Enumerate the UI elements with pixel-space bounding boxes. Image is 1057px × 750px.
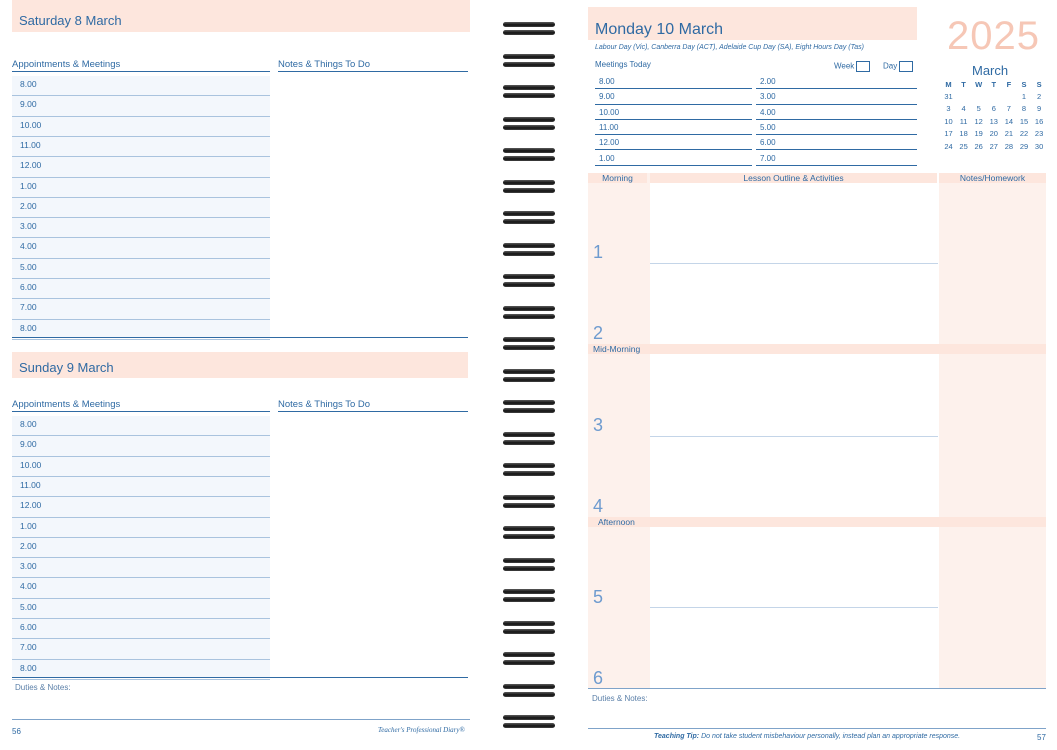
hour-slot[interactable] (12, 497, 270, 517)
hour-slot[interactable] (12, 558, 270, 578)
sunday-hours (12, 416, 270, 678)
calendar-day[interactable]: 31 (944, 92, 953, 101)
spiral-ring (503, 242, 555, 257)
meeting-time: 2.00 (760, 77, 776, 86)
spiral-ring (503, 305, 555, 320)
left-footer-rule (12, 719, 470, 720)
calendar-day[interactable]: 3 (946, 104, 951, 114)
hour-label: 3.00 (20, 561, 37, 572)
calendar-day[interactable]: 9 (1037, 104, 1042, 114)
period-divider (650, 263, 938, 264)
hour-label: 7.00 (20, 642, 37, 653)
saturday-notes-label: Notes & Things To Do (278, 59, 468, 72)
hour-slot[interactable] (12, 96, 270, 116)
afternoon-label: Afternoon (598, 517, 635, 527)
calendar-day[interactable]: 23 (1034, 129, 1044, 139)
meeting-time: 4.00 (760, 107, 776, 117)
hour-slot[interactable] (12, 457, 270, 477)
calendar-day[interactable]: 27 (989, 141, 998, 151)
year-label: 2025 (947, 14, 1040, 58)
hour-slot[interactable] (12, 198, 270, 218)
teaching-tip (654, 733, 960, 740)
hour-slot[interactable] (12, 578, 270, 598)
hour-label: 9.00 (20, 439, 37, 450)
hour-label: 11.00 (20, 139, 41, 150)
meeting-slot[interactable] (595, 74, 752, 89)
period-number: 1 (593, 242, 604, 262)
hour-label: 5.00 (20, 261, 37, 272)
timetable-bottom-rule (588, 688, 1046, 689)
right-footer-rule (588, 728, 1046, 729)
period-number: 5 (593, 587, 604, 607)
meetings-today-label: Meetings Today (595, 60, 651, 69)
hour-label: 8.00 (20, 662, 37, 673)
period-number: 3 (593, 415, 604, 435)
day-label: Day (883, 61, 898, 71)
week-checkbox[interactable] (856, 61, 870, 72)
left-page-number: 56 (12, 727, 21, 736)
calendar-weekday: S (1036, 80, 1042, 89)
meeting-slot[interactable] (756, 135, 917, 150)
hour-slot[interactable] (12, 599, 270, 619)
meeting-slot[interactable] (595, 151, 752, 166)
period-divider (650, 607, 938, 608)
hour-slot[interactable] (12, 117, 270, 137)
spiral-ring (503, 557, 555, 572)
sunday-appointments-label: Appointments & Meetings (12, 399, 270, 412)
saturday-bottom-rule (12, 337, 468, 338)
calendar-day[interactable]: 25 (959, 141, 968, 151)
meeting-time: 1.00 (599, 153, 615, 163)
spiral-ring (503, 273, 555, 288)
hour-label: 8.00 (20, 79, 37, 89)
hour-label: 1.00 (20, 520, 37, 531)
hour-label: 4.00 (20, 581, 37, 592)
hour-label: 8.00 (20, 322, 37, 333)
meeting-slot[interactable] (595, 89, 752, 104)
hour-label: 11.00 (20, 479, 41, 490)
calendar-day[interactable]: 10 (944, 116, 953, 126)
calendar-day[interactable]: 14 (1004, 116, 1014, 126)
period-number: 2 (593, 323, 604, 343)
spiral-ring (503, 525, 555, 540)
spiral-ring (503, 336, 555, 351)
meeting-time: 6.00 (760, 138, 776, 148)
meeting-time: 7.00 (760, 153, 776, 163)
calendar-weekday: F (1006, 80, 1012, 89)
hour-label: 4.00 (20, 241, 37, 252)
hour-slot[interactable] (12, 157, 270, 177)
spiral-ring (503, 399, 555, 414)
hour-label: 2.00 (20, 200, 37, 211)
saturday-hours (12, 76, 270, 338)
hour-label: 3.00 (20, 221, 37, 232)
hour-label: 10.00 (20, 119, 42, 130)
hour-label: 7.00 (20, 302, 37, 313)
meeting-time: 3.00 (760, 92, 776, 102)
meeting-slot[interactable] (756, 120, 917, 135)
hour-slot[interactable] (12, 299, 270, 319)
spiral-ring (503, 210, 555, 225)
monday-title: Monday 10 March (595, 21, 724, 38)
day-checkbox[interactable] (899, 61, 913, 72)
spiral-ring (503, 116, 555, 131)
calendar-day[interactable]: 5 (976, 104, 981, 114)
spiral-ring (503, 714, 555, 729)
mid-morning-header (588, 344, 1046, 354)
spiral-ring (503, 431, 555, 446)
left-duties-label: Duties & Notes: (15, 683, 71, 692)
meeting-time: 12.00 (599, 138, 620, 148)
meeting-slot[interactable] (756, 151, 917, 166)
afternoon-header (588, 517, 1046, 527)
hour-slot[interactable] (12, 619, 270, 639)
day-option[interactable] (883, 61, 913, 72)
holiday-list: Labour Day (Vic), Canberra Day (ACT), Adelaide Cup Day (SA), Eight Hours Day (Tas) (595, 44, 864, 51)
hour-label: 2.00 (20, 540, 37, 551)
spiral-ring (503, 368, 555, 383)
hour-slot[interactable] (12, 518, 270, 538)
hour-slot[interactable] (12, 137, 270, 157)
week-option[interactable] (834, 61, 870, 72)
calendar-day[interactable]: 30 (1034, 141, 1044, 151)
calendar-day[interactable]: 18 (959, 129, 968, 139)
calendar-day[interactable]: 22 (1019, 129, 1029, 139)
spiral-ring (503, 462, 555, 477)
calendar-day[interactable]: 8 (1021, 104, 1027, 114)
calendar-month: March (972, 63, 1009, 78)
meeting-time: 9.00 (599, 92, 615, 102)
saturday-title: Saturday 8 March (19, 13, 122, 28)
period-number: 4 (593, 496, 604, 516)
spiral-ring (503, 588, 555, 603)
period-divider (650, 436, 938, 437)
calendar-day[interactable]: 4 (961, 104, 966, 114)
meeting-time: 11.00 (599, 122, 619, 132)
hour-slot[interactable] (12, 178, 270, 198)
calendar-day[interactable]: 28 (1004, 141, 1014, 151)
sunday-bottom-rule (12, 677, 468, 678)
spiral-ring (503, 494, 555, 509)
notes-header: Notes/Homework (939, 173, 1046, 183)
meeting-slot[interactable] (756, 89, 917, 104)
calendar-day[interactable]: 19 (974, 129, 983, 139)
meeting-time: 10.00 (599, 107, 620, 117)
calendar-day[interactable]: 12 (974, 116, 983, 126)
hour-label: 12.00 (20, 160, 42, 171)
hour-label: 6.00 (20, 282, 37, 292)
hour-slot[interactable] (12, 76, 270, 96)
calendar-day[interactable]: 1 (1021, 92, 1027, 101)
right-page-number: 57 (1037, 733, 1046, 742)
hour-slot[interactable] (12, 538, 270, 558)
right-duties-label: Duties & Notes: (592, 694, 648, 703)
hour-slot[interactable] (12, 238, 270, 258)
calendar-day[interactable]: 20 (989, 129, 998, 139)
morning-header: Morning (588, 173, 647, 183)
meeting-slot[interactable] (756, 105, 917, 120)
calendar-day[interactable]: 17 (944, 129, 953, 139)
sunday-title: Sunday 9 March (19, 360, 114, 375)
calendar-day[interactable]: 26 (974, 141, 983, 151)
calendar-weekday: T (961, 80, 966, 89)
notes-column (939, 173, 1046, 688)
spiral-ring (503, 21, 555, 36)
week-label: Week (834, 61, 855, 71)
sunday-notes-label: Notes & Things To Do (278, 399, 468, 412)
hour-label: 9.00 (20, 99, 37, 110)
spiral-ring (503, 147, 555, 162)
spiral-ring (503, 53, 555, 68)
saturday-banner (12, 0, 470, 32)
hour-slot[interactable] (12, 436, 270, 456)
hour-slot[interactable] (12, 259, 270, 279)
meeting-slot[interactable] (595, 105, 752, 120)
calendar-day[interactable]: 11 (959, 116, 968, 126)
calendar-weekday: W (975, 80, 983, 89)
meeting-time: 8.00 (599, 77, 615, 86)
spiral-ring (503, 651, 555, 666)
hour-label: 5.00 (20, 601, 37, 612)
hour-label: 1.00 (20, 180, 37, 191)
calendar-day[interactable]: 15 (1019, 116, 1029, 126)
spiral-ring (503, 179, 555, 194)
hour-slot[interactable] (12, 279, 270, 299)
hour-slot[interactable] (12, 416, 270, 436)
hour-label: 10.00 (20, 459, 42, 470)
calendar-day[interactable]: 16 (1034, 116, 1044, 126)
calendar-weekday: M (945, 80, 952, 89)
saturday-appointments-label: Appointments & Meetings (12, 59, 270, 72)
hour-label: 6.00 (20, 622, 37, 632)
lesson-header: Lesson Outline & Activities (650, 173, 937, 183)
sunday-banner (12, 352, 468, 378)
meeting-slot[interactable] (756, 74, 917, 89)
hour-slot[interactable] (12, 477, 270, 497)
calendar-day[interactable]: 7 (1006, 104, 1011, 114)
period-number: 6 (593, 668, 604, 688)
calendar-day[interactable]: 24 (944, 141, 953, 151)
calendar-day[interactable]: 2 (1037, 92, 1042, 101)
hour-slot[interactable] (12, 639, 270, 659)
calendar-day[interactable]: 29 (1019, 141, 1029, 151)
hour-label: 8.00 (20, 419, 37, 429)
teaching-tip-label: Teaching Tip: (654, 733, 700, 740)
meeting-slot[interactable] (595, 120, 752, 135)
meeting-time: 5.00 (760, 122, 776, 132)
calendar-day[interactable]: 21 (1004, 129, 1014, 139)
spiral-ring (503, 620, 555, 635)
teaching-tip-text: Do not take student misbehaviour personally, instead plan an appropriate response. (701, 733, 961, 740)
spiral-ring (503, 683, 555, 698)
mid-morning-label: Mid-Morning (593, 344, 641, 354)
spiral-ring (503, 84, 555, 99)
footer-brand: Teacher's Professional Diary® (378, 726, 465, 734)
hour-slot[interactable] (12, 218, 270, 238)
calendar-day[interactable]: 6 (991, 104, 996, 114)
meeting-slot[interactable] (595, 135, 752, 150)
hour-label: 12.00 (20, 500, 42, 511)
calendar-weekday: S (1021, 80, 1027, 89)
monday-banner (588, 7, 917, 40)
calendar-weekday: T (991, 80, 997, 89)
calendar-day[interactable]: 13 (989, 116, 998, 126)
